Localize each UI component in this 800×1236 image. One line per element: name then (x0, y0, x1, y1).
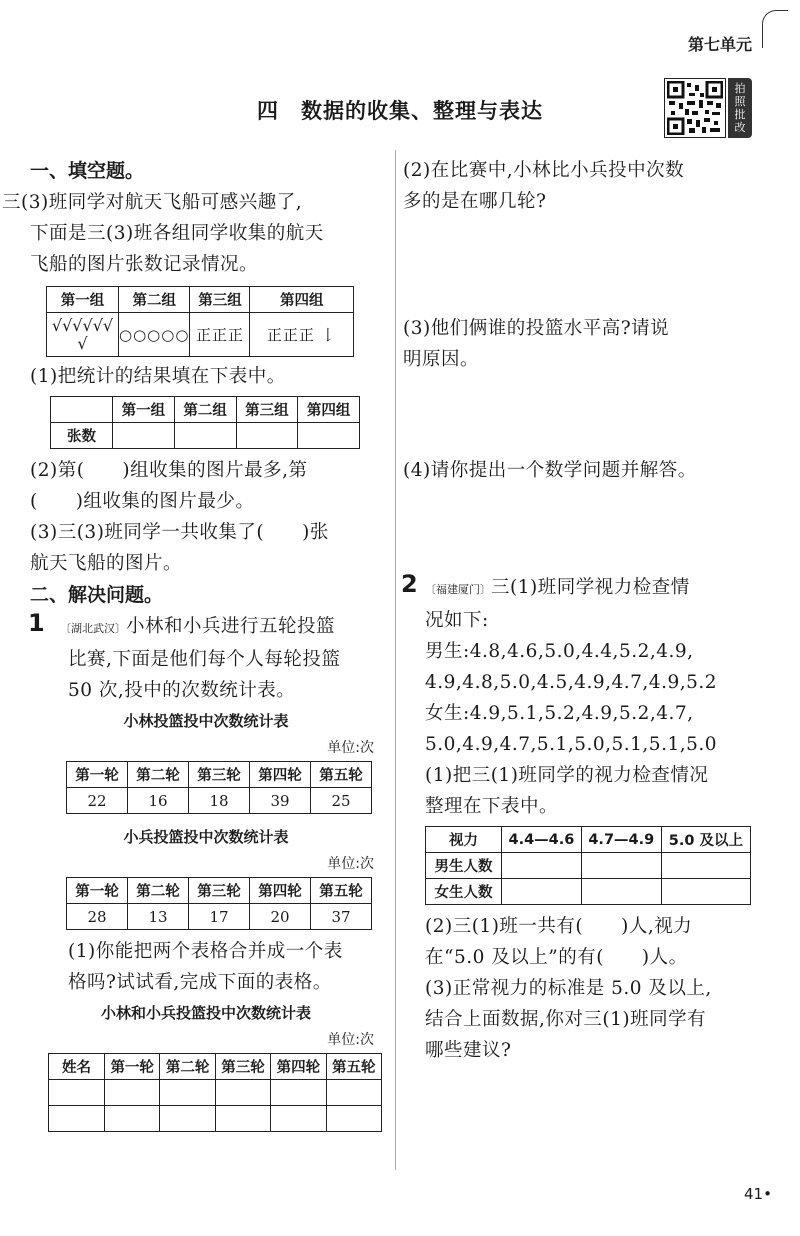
table-header: 第四组 (298, 397, 360, 423)
table-header: 第一轮 (67, 762, 128, 788)
answer-cell[interactable] (160, 1080, 215, 1106)
table-title: 小林投篮投中次数统计表 (123, 712, 289, 730)
tab-char: 照 (734, 95, 746, 108)
table-header: 第一组 (113, 397, 175, 423)
table-header: 第三组 (190, 287, 250, 313)
tally-checkmarks: √√√√√√√ (51, 315, 114, 353)
unit-label: 第七单元 (688, 35, 753, 54)
answer-cell[interactable] (105, 1106, 160, 1132)
problem-line: 比赛,下面是他们每个人每轮投篮 (68, 649, 341, 670)
answer-cell[interactable] (113, 423, 175, 449)
table-cell: 20 (250, 904, 311, 930)
answer-cell[interactable] (326, 1106, 381, 1132)
question-line: 明原因。 (403, 349, 480, 370)
xiaolin-table (66, 761, 372, 814)
table-header: 视力 (426, 827, 502, 853)
row-label: 男生人数 (426, 853, 502, 879)
qr-code-icon[interactable] (664, 78, 726, 138)
answer-cell[interactable] (661, 879, 750, 905)
row-label: 女生人数 (426, 879, 502, 905)
intro-line: 下面是三(3)班各组同学收集的航天 (30, 223, 324, 244)
problem-number: 1 (28, 609, 45, 637)
region-tag: 〔湖北武汉〕 (60, 622, 126, 635)
table-header: 第二轮 (160, 1054, 215, 1080)
problem-2 (403, 572, 763, 636)
qr-code-graphic (667, 81, 723, 135)
question-line: ( )组收集的图片最少。 (30, 491, 255, 512)
tally-cell: 正正正 (190, 313, 250, 357)
answer-cell[interactable] (581, 853, 661, 879)
question-line: (1)把统计的结果填在下表中。 (30, 366, 286, 387)
table-title: 小林和小兵投篮投中次数统计表 (100, 1004, 311, 1022)
answer-cell[interactable] (215, 1080, 270, 1106)
question-line: 哪些建议? (425, 1040, 512, 1061)
question-line: (1)你能把两个表格合并成一个表 (68, 941, 343, 962)
xiaobing-table (66, 877, 372, 930)
problem-1 (30, 611, 382, 706)
intro-line: 三(3)班同学对航天飞船可感兴趣了, (2, 192, 303, 213)
row-label: 张数 (51, 423, 113, 449)
table-header: 第三轮 (189, 762, 250, 788)
table-cell: 25 (311, 788, 372, 814)
tab-char: 批 (734, 108, 746, 121)
question-line: 结合上面数据,你对三(1)班同学有 (425, 1009, 707, 1030)
answer-cell[interactable] (49, 1106, 105, 1132)
table-cell: 39 (250, 788, 311, 814)
unit-note: 单位:次 (327, 740, 374, 756)
question-line: 在“5.0 及以上”的有( )人。 (425, 947, 688, 968)
answer-cell[interactable] (236, 423, 298, 449)
question-line: (3)三(3)班同学一共收集了( )张 (30, 522, 329, 543)
table-header: 第五轮 (311, 762, 372, 788)
tally-cell: 正正正 𠄌 (250, 313, 354, 357)
tally-table (46, 286, 354, 357)
answer-cell[interactable] (502, 853, 582, 879)
problem-number: 2 (401, 570, 418, 598)
left-column (2, 155, 382, 1132)
table-cell: 17 (189, 904, 250, 930)
page-number (744, 1185, 772, 1203)
column-divider (395, 150, 396, 1170)
table-cell: 13 (128, 904, 189, 930)
intro-line: 飞船的图片张数记录情况。 (30, 254, 259, 275)
table-cell: 16 (128, 788, 189, 814)
table-header: 4.4—4.6 (502, 827, 582, 853)
unit-note: 单位:次 (327, 1032, 374, 1048)
answer-cell[interactable] (581, 879, 661, 905)
answer-cell[interactable] (174, 423, 236, 449)
question-line: (2)第( )组收集的图片最多,第 (30, 460, 308, 481)
table-header: 第三组 (236, 397, 298, 423)
answer-cell[interactable] (215, 1106, 270, 1132)
answer-cell[interactable] (105, 1080, 160, 1106)
table-header: 第五轮 (311, 878, 372, 904)
table-header: 第四组 (250, 287, 354, 313)
table-header: 姓名 (49, 1054, 105, 1080)
table-header: 第二组 (174, 397, 236, 423)
table-header: 第三轮 (189, 878, 250, 904)
problem-line (30, 611, 382, 644)
question-line: (3)他们俩谁的投篮水平高?请说 (403, 318, 670, 339)
page-corner-decoration (762, 10, 788, 48)
page-title: 四 数据的收集、整理与表达 (257, 99, 543, 123)
eyesight-table (425, 826, 751, 905)
count-table (50, 396, 360, 449)
table-header: 第五轮 (326, 1054, 381, 1080)
table-header: 第四轮 (271, 1054, 326, 1080)
answer-cell[interactable] (271, 1106, 326, 1132)
answer-cell[interactable] (298, 423, 360, 449)
question-line: 整理在下表中。 (425, 796, 559, 817)
section-title-problem-solving: 二、解决问题。 (30, 584, 164, 606)
problem-text: 三(1)班同学视力检查情 (491, 577, 690, 598)
section-title-fill-blank: 一、填空题。 (30, 160, 145, 182)
region-tag: 〔福建厦门〕 (425, 583, 491, 596)
table-header: 第二组 (119, 287, 190, 313)
answer-cell[interactable] (326, 1080, 381, 1106)
data-line: 男生:4.8,4.6,5.0,4.4,5.2,4.9, (425, 641, 694, 662)
answer-cell[interactable] (49, 1080, 105, 1106)
page-number-value: 41 (744, 1185, 764, 1203)
table-header: 第一组 (47, 287, 119, 313)
answer-cell[interactable] (661, 853, 750, 879)
answer-cell[interactable] (160, 1106, 215, 1132)
page-dot-icon: • (763, 1185, 772, 1203)
table-header (51, 397, 113, 423)
tab-char: 改 (734, 121, 746, 134)
table-header: 第四轮 (250, 878, 311, 904)
table-header: 第一轮 (67, 878, 128, 904)
question-line: (2)三(1)班一共有( )人,视力 (425, 916, 693, 937)
question-line: 多的是在哪几轮? (403, 191, 547, 212)
problem-line (403, 572, 763, 605)
table-cell: 28 (67, 904, 128, 930)
question-line: 航天飞船的图片。 (30, 553, 183, 574)
table-header: 第三轮 (215, 1054, 270, 1080)
table-header: 第四轮 (250, 762, 311, 788)
photo-grading-tab[interactable] (728, 78, 752, 138)
unit-note: 单位:次 (327, 856, 374, 872)
data-line: 女生:4.9,5.1,5.2,4.9,5.2,4.7, (425, 703, 694, 724)
tally-cell (47, 313, 119, 357)
answer-cell[interactable] (271, 1080, 326, 1106)
table-cell: 37 (311, 904, 372, 930)
table-cell: 22 (67, 788, 128, 814)
question-line: (3)正常视力的标准是 5.0 及以上, (425, 978, 712, 999)
question-line: (1)把三(1)班同学的视力检查情况 (425, 765, 709, 786)
table-header: 第二轮 (128, 878, 189, 904)
table-header: 4.7—4.9 (581, 827, 661, 853)
table-cell: 18 (189, 788, 250, 814)
problem-line: 50 次,投中的次数统计表。 (68, 680, 296, 701)
tab-char: 拍 (734, 82, 746, 95)
combined-table (48, 1053, 382, 1132)
table-header: 5.0 及以上 (661, 827, 750, 853)
answer-cell[interactable] (502, 879, 582, 905)
table-header: 第一轮 (105, 1054, 160, 1080)
data-line: 5.0,4.9,4.7,5.1,5.0,5.1,5.1,5.0 (425, 734, 718, 755)
table-header: 第二轮 (128, 762, 189, 788)
data-line: 4.9,4.8,5.0,4.5,4.9,4.7,4.9,5.2 (425, 672, 718, 693)
problem-text: 小林和小兵进行五轮投篮 (126, 616, 336, 637)
question-line: (4)请你提出一个数学问题并解答。 (403, 460, 697, 481)
table-title: 小兵投篮投中次数统计表 (123, 828, 289, 846)
right-column (403, 155, 763, 1066)
problem-line: 况如下: (425, 610, 489, 631)
tally-cell: ○○○○○ (119, 313, 190, 357)
question-line: (2)在比赛中,小林比小兵投中次数 (403, 160, 685, 181)
question-line: 格吗?试试看,完成下面的表格。 (68, 972, 332, 993)
